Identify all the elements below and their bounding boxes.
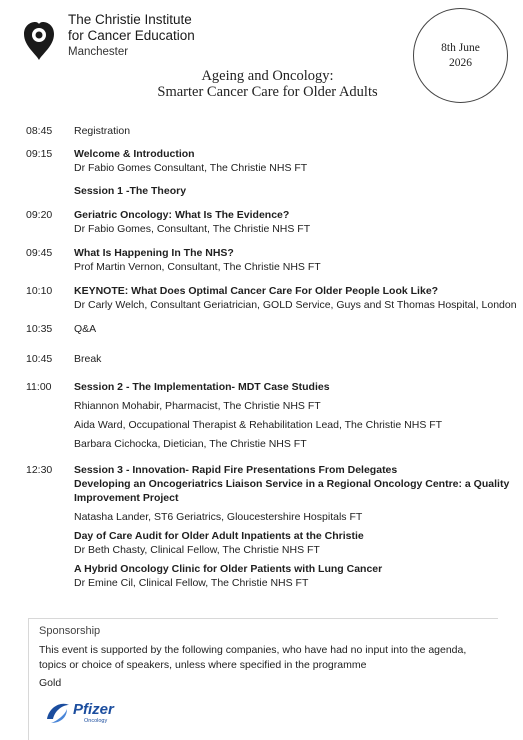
agenda-detail: Break (74, 353, 102, 365)
agenda-content (74, 147, 516, 175)
agenda-content (74, 322, 516, 336)
event-date-badge (413, 8, 508, 103)
agenda-content (74, 284, 516, 312)
agenda-detail: Dr Carly Welch, Consultant Geriatrician, GOLD Service, Guys and St Thomas Hospital, London (74, 299, 517, 311)
sponsorship-section (28, 618, 498, 740)
agenda-time: 09:45 (26, 247, 53, 259)
event-title-line-2: Smarter Cancer Care for Older Adults (157, 84, 378, 100)
christie-heart-logo-icon (22, 20, 56, 62)
event-title-line-1: Ageing and Oncology: (201, 68, 334, 84)
agenda-heading: A Hybrid Oncology Clinic for Older Patients with Lung Cancer (74, 563, 383, 575)
agenda-detail: Rhiannon Mohabir, Pharmacist, The Christie NHS FT (74, 400, 321, 412)
agenda-detail: Dr Emine Cil, Clinical Fellow, The Christie NHS FT (74, 577, 309, 589)
agenda-item (26, 208, 516, 236)
agenda-item (26, 352, 516, 366)
agenda-content (74, 246, 516, 274)
agenda-time: 10:45 (26, 353, 53, 365)
sponsorship-tier: Gold (39, 677, 62, 689)
agenda-detail: Registration (74, 125, 131, 137)
agenda-content (74, 124, 516, 138)
agenda-heading: Welcome & Introduction (74, 148, 195, 160)
sponsorship-title: Sponsorship (39, 625, 101, 637)
pfizer-logo-word: Pfizer (73, 701, 114, 718)
agenda-content (74, 463, 516, 590)
agenda-item (26, 284, 516, 312)
agenda-time: 11:00 (26, 381, 52, 393)
agenda-time: 08:45 (26, 125, 53, 137)
agenda-heading: Session 2 - The Implementation- MDT Case Studies (74, 381, 330, 393)
agenda-heading: Day of Care Audit for Older Adult Inpatients at the Christie (74, 530, 364, 542)
org-name (68, 12, 195, 44)
agenda-time: 10:35 (26, 323, 53, 335)
agenda-detail: Dr Beth Chasty, Clinical Fellow, The Christie NHS FT (74, 544, 320, 556)
event-title (120, 68, 415, 100)
agenda-heading: Developing an Oncogeriatrics Liaison Service in a Regional Oncology Centre: a Quality (74, 478, 510, 490)
agenda-heading: KEYNOTE: What Does Optimal Cancer Care For Older People Look Like? (74, 285, 439, 297)
agenda-detail: Barbara Cichocka, Dietician, The Christie NHS FT (74, 438, 307, 450)
agenda-item (26, 463, 516, 590)
agenda-time: 12:30 (26, 464, 53, 476)
agenda-detail: Dr Fabio Gomes Consultant, The Christie NHS FT (74, 162, 308, 174)
page-header (0, 0, 523, 110)
pfizer-logo-sub: Oncology (84, 718, 108, 724)
agenda-time: 09:20 (26, 209, 53, 221)
agenda-heading: Session 1 -The Theory (74, 185, 187, 197)
agenda-detail: Aida Ward, Occupational Therapist & Rehabilitation Lead, The Christie NHS FT (74, 419, 443, 431)
agenda-item (26, 380, 516, 451)
event-date-year: 2026 (449, 57, 472, 69)
agenda-detail: Natasha Lander, ST6 Geriatrics, Gloucestershire Hospitals FT (74, 511, 363, 523)
org-name-line-2: for Cancer Education (68, 28, 195, 43)
sponsorship-text: This event is supported by the following companies, who have had no input into the agenda, topics or choice of speakers, unless where specified in the programme (39, 644, 467, 671)
agenda-item (26, 246, 516, 274)
agenda-item (26, 147, 516, 175)
agenda-item (26, 124, 516, 138)
event-date-day: 8th June (441, 42, 480, 54)
agenda-heading: What Is Happening In The NHS? (74, 247, 234, 259)
org-city: Manchester (68, 46, 129, 58)
agenda-list (26, 114, 516, 590)
agenda-heading: Session 3 - Innovation- Rapid Fire Presentations From Delegates (74, 464, 398, 476)
agenda-content (74, 380, 516, 451)
agenda-detail: Prof Martin Vernon, Consultant, The Christie NHS FT (74, 261, 321, 273)
agenda-time: 10:10 (26, 285, 53, 297)
agenda-heading: Geriatric Oncology: What Is The Evidence? (74, 209, 290, 221)
agenda-item (26, 322, 516, 336)
org-name-line-1: The Christie Institute (68, 12, 192, 27)
agenda-time: 09:15 (26, 148, 53, 160)
agenda-heading: Improvement Project (74, 492, 179, 504)
agenda-content (74, 184, 516, 198)
agenda-item (26, 184, 516, 198)
agenda-content (74, 208, 516, 236)
agenda-detail: Q&A (74, 323, 97, 335)
agenda-content (74, 352, 516, 366)
agenda-detail: Dr Fabio Gomes, Consultant, The Christie NHS FT (74, 223, 311, 235)
